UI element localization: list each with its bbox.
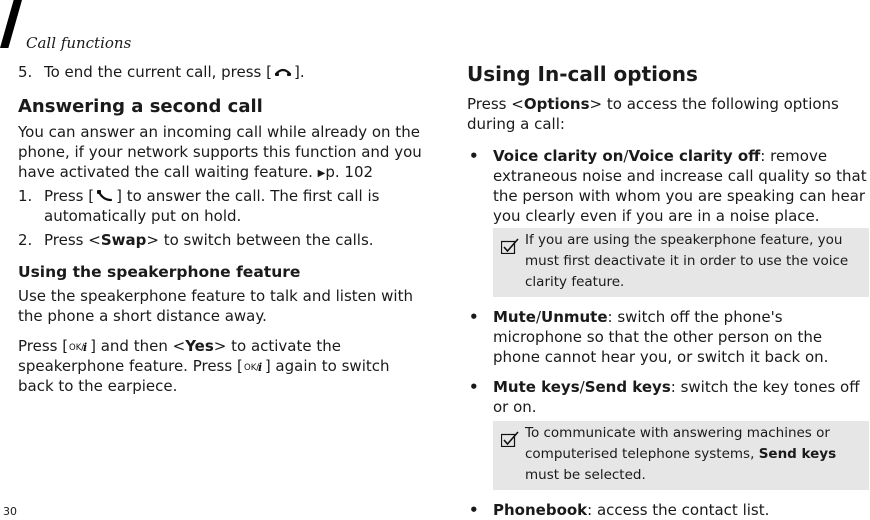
step-text-before: Press [ (44, 187, 95, 205)
answering-heading: Answering a second call (18, 96, 263, 117)
option-name: Phonebook (493, 501, 588, 519)
bullet: • (469, 501, 479, 519)
option-name: Mute keys (493, 378, 580, 396)
speaker-text-again: ] again to switch back to the earpiece. (18, 357, 390, 395)
list-item (467, 500, 869, 520)
ok-i-key-icon (244, 359, 264, 373)
page-reference: p. 102 (325, 163, 374, 181)
step-text-before: Press < (44, 231, 101, 249)
option-description: : switch off the phone's microphone so that the other person on the phone cannot hear you, or switch it back on. (493, 308, 829, 366)
swap-softkey: Swap (100, 231, 147, 249)
option-description: : access the contact list. (587, 501, 770, 519)
step-number: 2. (18, 231, 33, 249)
left-column (18, 62, 428, 396)
option-name-alt: Voice clarity off (628, 147, 761, 165)
note-box (493, 228, 869, 297)
right-column (467, 62, 869, 520)
header-title: Call functions (26, 34, 132, 52)
speaker-text-press: Press [ (18, 337, 69, 355)
end-call-key-icon (273, 65, 293, 79)
incall-intro (467, 94, 869, 134)
list-item (467, 146, 869, 226)
option-separator: / (535, 308, 542, 326)
intro-text-before: Press < (467, 95, 524, 113)
option-name: Voice clarity on (493, 147, 624, 165)
answering-intro (18, 122, 428, 184)
note-checkmark-icon (501, 431, 519, 454)
note-box (493, 421, 869, 490)
option-description: : remove extraneous noise and increase call quality so that the person with whom you are speaking can hear you clearly even if you are in a noise place. (493, 147, 867, 225)
intro-text-after: > to access the following options during a call: (467, 95, 839, 133)
header-accent-bar (0, 0, 22, 48)
step-text-before: To end the current call, press [ (44, 63, 272, 81)
step-number: 1. (18, 187, 33, 205)
option-separator: / (579, 378, 585, 396)
yes-softkey: Yes (185, 337, 214, 355)
note-checkmark-icon (501, 238, 519, 261)
option-description: : switch the key tones off or on. (493, 378, 860, 416)
option-separator: / (623, 147, 629, 165)
step-text-after: ] to answer the call. The first call is automatically put on hold. (44, 187, 380, 225)
bullet: • (469, 308, 479, 326)
send-keys-label: Send keys (758, 446, 837, 462)
answering-step-2 (18, 230, 428, 250)
send-call-key-icon (95, 189, 115, 203)
step-text-after: > to switch between the calls. (146, 231, 374, 249)
speaker-heading: Using the speakerphone feature (18, 263, 301, 281)
option-name-alt: Unmute (541, 308, 608, 326)
list-item (467, 307, 869, 367)
svg-text:i: i (257, 361, 262, 373)
speaker-intro: Use the speakerphone feature to talk and listen with the phone a short distance away. (18, 287, 413, 325)
step-text-after: ]. (294, 63, 305, 81)
svg-text:OK/: OK/ (69, 343, 85, 353)
option-name: Mute (493, 308, 536, 326)
step-number: 5. (18, 63, 33, 81)
svg-text:i: i (83, 341, 88, 353)
note-text: If you are using the speakerphone feature, you must first deactivate it in order to use the voice clarity feature. (525, 232, 849, 290)
note-text-after: must be selected. (525, 467, 646, 483)
note-text: To communicate with answering machines or computerised telephone systems, (525, 425, 830, 462)
ok-i-key-icon (69, 339, 89, 353)
step-5 (18, 62, 428, 82)
svg-text:OK/: OK/ (243, 363, 259, 373)
answering-intro-text: You can answer an incoming call while already on the phone, if your network supports this function and you have activated the call waiting feature. (18, 123, 422, 181)
option-name-alt: Send keys (584, 378, 671, 396)
incall-heading: Using In-call options (467, 62, 698, 86)
answering-step-1 (18, 186, 428, 226)
triangle-right-icon: ▶ (317, 168, 326, 179)
speaker-text-then: ] and then < (90, 337, 186, 355)
speaker-instructions (18, 336, 428, 396)
page-number: 30 (3, 505, 17, 518)
options-softkey: Options (523, 95, 590, 113)
speaker-text-activate: > to activate the speakerphone feature. Press [ (18, 337, 341, 375)
bullet: • (469, 147, 479, 165)
list-item (467, 377, 869, 417)
bullet: • (469, 378, 479, 396)
